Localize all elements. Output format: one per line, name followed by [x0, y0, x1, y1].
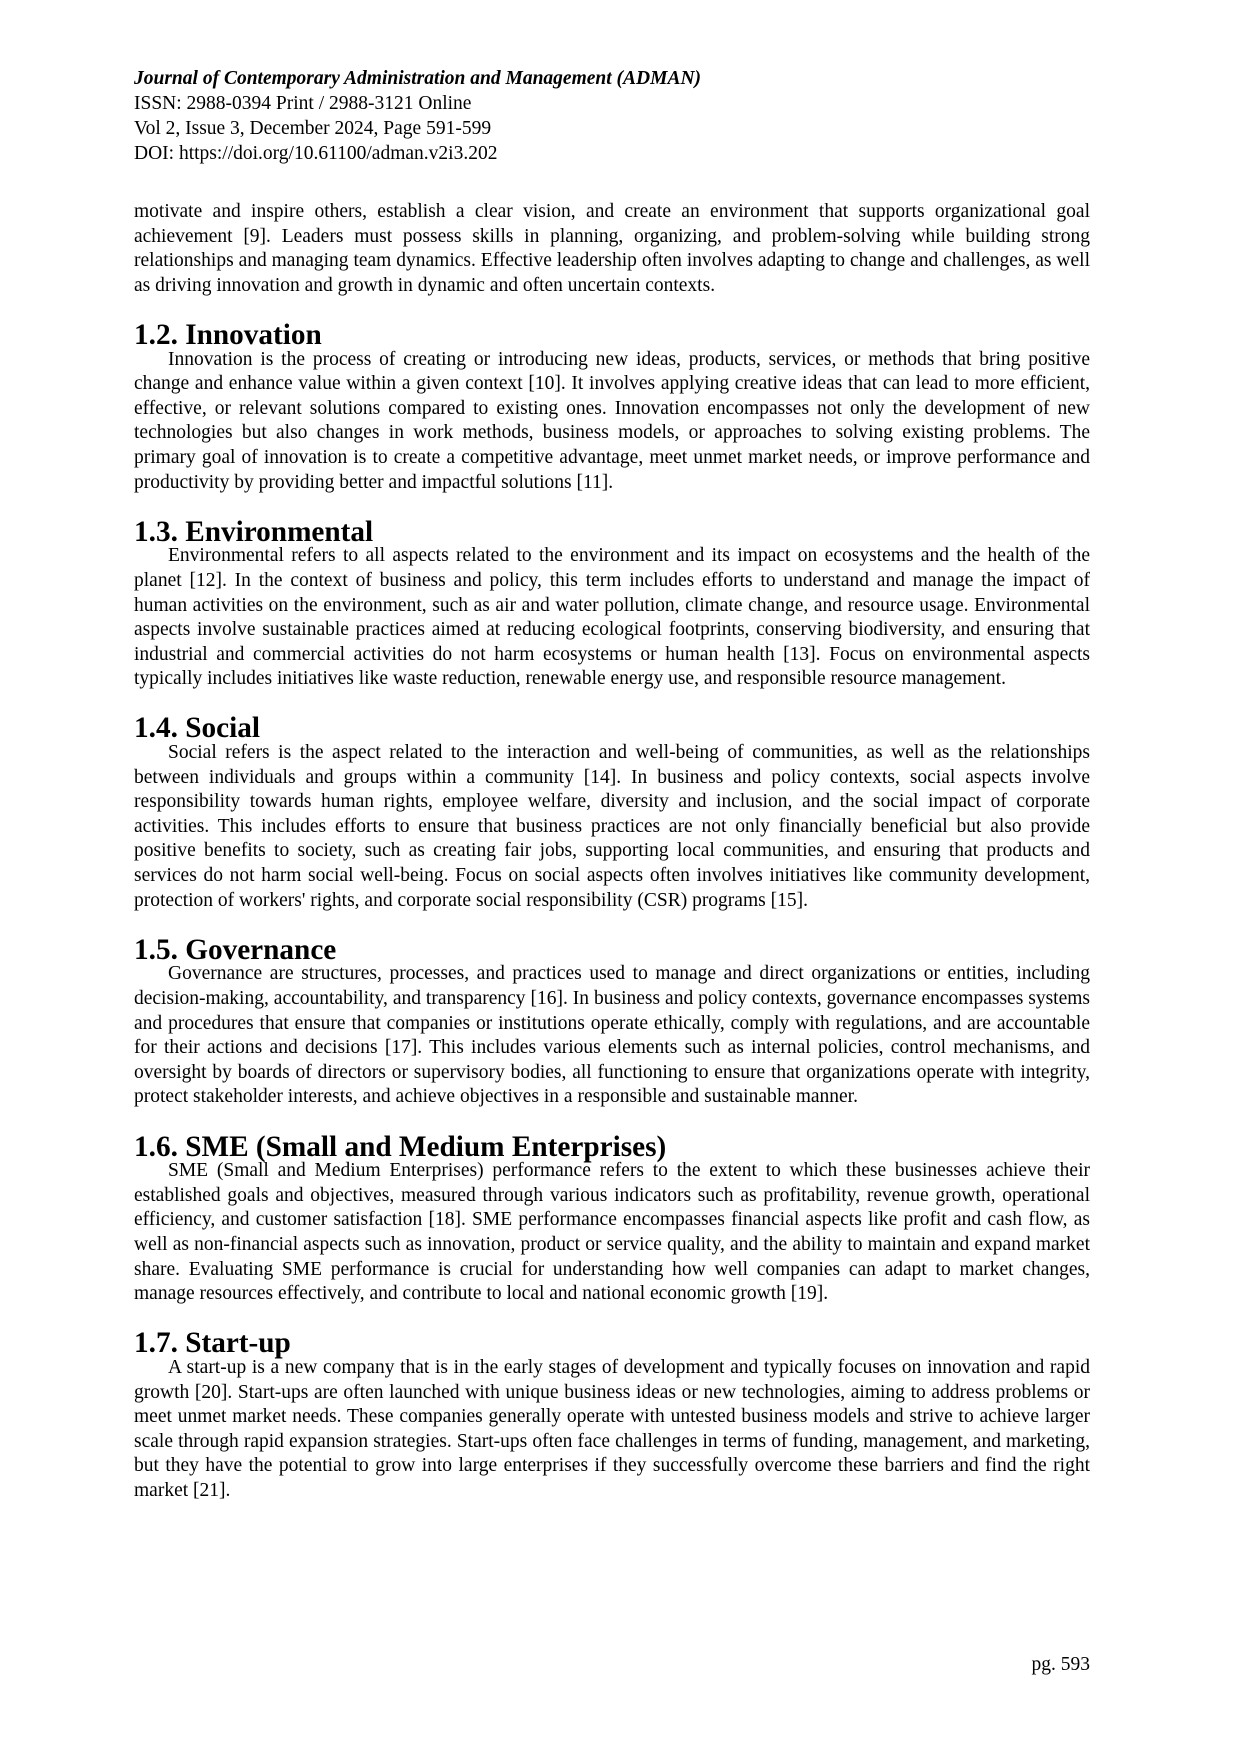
section-heading-environmental: 1.3. Environmental: [134, 515, 374, 548]
section-heading-innovation: 1.2. Innovation: [134, 318, 322, 351]
article-body: [134, 200, 1090, 1503]
page-footer: [134, 1652, 1090, 1677]
issn-line: ISSN: 2988-0394 Print / 2988-3121 Online: [134, 93, 472, 114]
page-header: [134, 66, 1090, 166]
section-paragraph-environmental: Environmental refers to all aspects related to the environment and its impact on ecosystems and the health of the planet [12]. In the context of business and policy, this term includes efforts to understand and manage the impact of human activities on the environment, such as air and water pollution, climate change, and resource usage. Environmental aspects involve sustainable practices aimed at reducing ecological footprints, conserving biodiversity, and ensuring that industrial and commercial activities do not harm ecosystems or human health [13]. Focus on environmental aspects typically includes initiatives like waste reduction, renewable energy use, and responsible resource management.: [134, 545, 1090, 690]
section-paragraph-innovation: Innovation is the process of creating or introducing new ideas, products, services, or methods that bring positive change and enhance value within a given context [10]. It involves applying creative ideas that can lead to more efficient, effective, or relevant solutions compared to existing ones. Innovation encompasses not only the development of new technologies but also changes in work methods, business models, or approaches to solving existing problems. The primary goal of innovation is to create a competitive advantage, meet unmet market needs, or improve performance and productivity by providing better and impactful solutions [11].: [134, 348, 1090, 493]
section-paragraph-governance: Governance are structures, processes, and practices used to manage and direct organizations or entities, including decision-making, accountability, and transparency [16]. In business and policy contexts, governance encompasses systems and procedures that ensure that companies or institutions operate ethically, comply with regulations, and are accountable for their actions and decisions [17]. This includes various elements such as internal policies, control mechanisms, and oversight by boards of directors or supervisory bodies, all functioning to ensure that organizations operate with integrity, protect stakeholder interests, and achieve objectives in a responsible and sustainable manner.: [134, 963, 1090, 1108]
section-heading-governance: 1.5. Governance: [134, 933, 337, 966]
section-heading-startup: 1.7. Start-up: [134, 1327, 291, 1360]
section-paragraph-sme: SME (Small and Medium Enterprises) performance refers to the extent to which these businesses achieve their established goals and objectives, measured through various indicators such as profitability, revenue growth, operational efficiency, and customer satisfaction [18]. SME performance encompasses financial aspects like profit and cash flow, as well as non-financial aspects such as innovation, product or service quality, and the ability to maintain and expand market share. Evaluating SME performance is crucial for understanding how well companies can adapt to market changes, manage resources effectively, and contribute to local and national economic growth [19].: [134, 1160, 1090, 1305]
volume-issue-line: Vol 2, Issue 3, December 2024, Page 591-599: [134, 118, 492, 139]
section-paragraph-startup: A start-up is a new company that is in the early stages of development and typically focuses on innovation and rapid growth [20]. Start-ups are often launched with unique business ideas or new technologies, aiming to address problems or meet unmet market needs. These companies generally operate with untested business models and strive to achieve larger scale through rapid expansion strategies. Start-ups often face challenges in terms of funding, management, and marketing, but they have the potential to grow into large enterprises if they successfully overcome these barriers and find the right market [21].: [134, 1356, 1090, 1501]
section-heading-sme: 1.6. SME (Small and Medium Enterprises): [134, 1130, 667, 1163]
doi-line: DOI: https://doi.org/10.61100/adman.v2i3.202: [134, 143, 498, 164]
journal-title: Journal of Contemporary Administration and Management (ADMAN): [134, 68, 702, 89]
section-paragraph-social: Social refers is the aspect related to the interaction and well-being of communities, as well as the relationships between individuals and groups within a community [14]. In business and policy contexts, social aspects involve responsibility towards human rights, employee welfare, diversity and inclusion, and the social impact of corporate activities. This includes efforts to ensure that business practices are not only financially beneficial but also provide positive benefits to society, such as creating fair jobs, supporting local communities, and ensuring that products and services do not harm social well-being. Focus on social aspects often involves initiatives like community development, protection of workers' rights, and corporate social responsibility (CSR) programs [15].: [134, 742, 1090, 911]
section-heading-social: 1.4. Social: [134, 712, 260, 745]
page-number: pg. 593: [1031, 1654, 1090, 1675]
intro-paragraph: motivate and inspire others, establish a clear vision, and create an environment that supports organizational goal achievement [9]. Leaders must possess skills in planning, organizing, and problem-solving while building strong relationships and managing team dynamics. Effective leadership often involves adapting to change and challenges, as well as driving innovation and growth in dynamic and often uncertain contexts.: [134, 201, 1090, 296]
